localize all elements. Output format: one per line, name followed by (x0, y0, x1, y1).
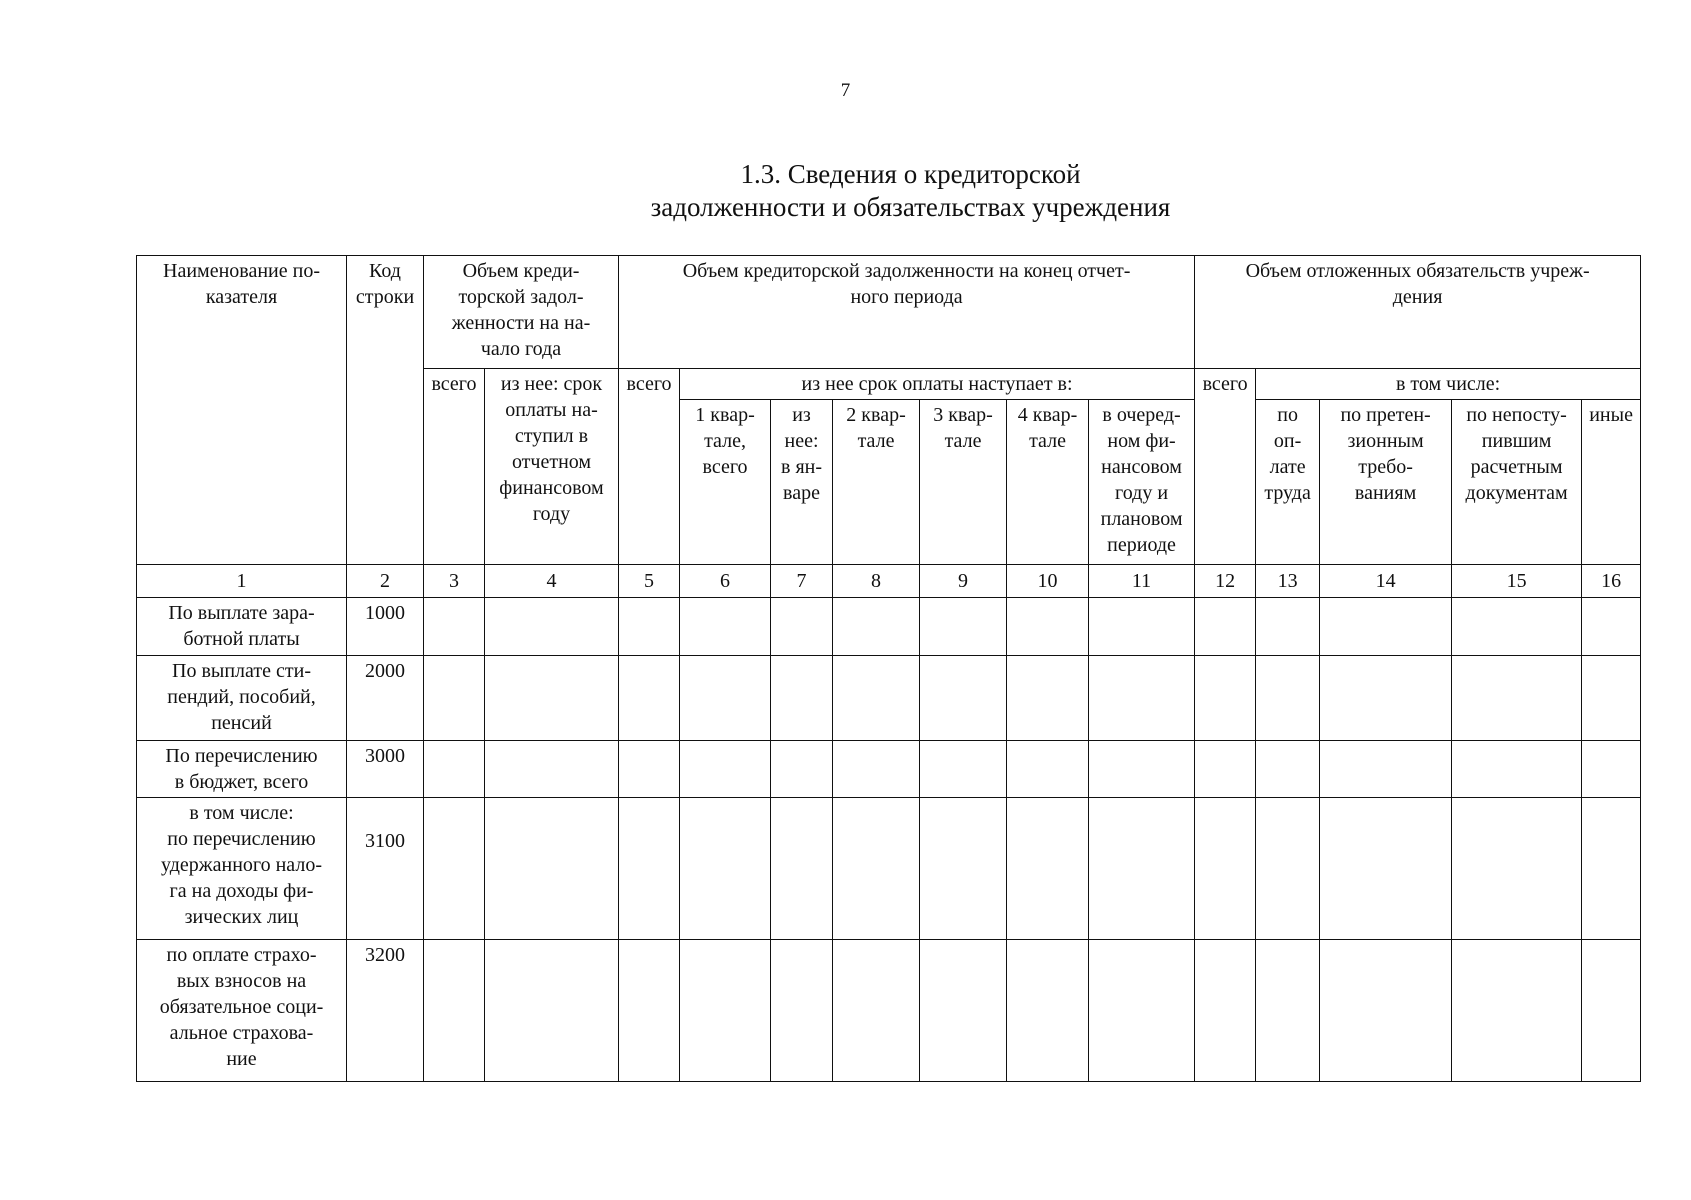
empty-cell (619, 940, 680, 1082)
column-number: 11 (1089, 565, 1195, 598)
table-row (137, 741, 1641, 798)
column-numbers-row (137, 565, 1641, 598)
empty-cell (1195, 741, 1256, 798)
empty-cell (1256, 940, 1320, 1082)
empty-cell (771, 940, 833, 1082)
empty-cell (485, 940, 619, 1082)
empty-cell (1582, 598, 1641, 656)
empty-cell (680, 656, 771, 741)
empty-cell (1452, 798, 1582, 940)
empty-cell (833, 798, 920, 940)
section-title-line-1: 1.3. Сведения о кредиторской (740, 159, 1081, 189)
empty-cell (833, 656, 920, 741)
header-other: иные (1582, 400, 1641, 565)
row-name: По перечислению в бюджет, всего (137, 741, 347, 798)
header-january: из нее: в ян- варе (771, 400, 833, 565)
empty-cell (1195, 940, 1256, 1082)
empty-cell (1452, 741, 1582, 798)
empty-cell (1582, 656, 1641, 741)
header-unreceived-docs: по непосту- пившим расчетным документам (1452, 400, 1582, 565)
creditor-debt-table (136, 255, 1641, 1082)
column-number: 4 (485, 565, 619, 598)
column-number: 6 (680, 565, 771, 598)
column-number: 16 (1582, 565, 1641, 598)
empty-cell (920, 741, 1007, 798)
table-row (137, 940, 1641, 1082)
column-number: 1 (137, 565, 347, 598)
header-due-group: из нее срок оплаты наступает в: (680, 369, 1195, 400)
empty-cell (424, 656, 485, 741)
empty-cell (1195, 656, 1256, 741)
header-labor: по оп- лате труда (1256, 400, 1320, 565)
empty-cell (771, 598, 833, 656)
empty-cell (1089, 656, 1195, 741)
empty-cell (1195, 798, 1256, 940)
column-number: 15 (1452, 565, 1582, 598)
empty-cell (1320, 741, 1452, 798)
empty-cell (1582, 741, 1641, 798)
empty-cell (771, 798, 833, 940)
column-number: 8 (833, 565, 920, 598)
empty-cell (680, 598, 771, 656)
empty-cell (1007, 741, 1089, 798)
column-number: 2 (347, 565, 424, 598)
table-row (137, 798, 1641, 940)
empty-cell (1007, 940, 1089, 1082)
header-total-deferred: всего (1195, 369, 1256, 565)
empty-cell (1582, 798, 1641, 940)
row-name: по оплате страхо- вых взносов на обязательное соци- альное страхова- ние (137, 940, 347, 1082)
empty-cell (680, 741, 771, 798)
column-number: 14 (1320, 565, 1452, 598)
empty-cell (833, 741, 920, 798)
empty-cell (920, 798, 1007, 940)
row-code: 2000 (347, 656, 424, 741)
empty-cell (424, 940, 485, 1082)
header-q2: 2 квар- тале (833, 400, 920, 565)
empty-cell (1320, 598, 1452, 656)
column-number: 10 (1007, 565, 1089, 598)
row-code: 1000 (347, 598, 424, 656)
empty-cell (1089, 940, 1195, 1082)
empty-cell (771, 741, 833, 798)
empty-cell (619, 741, 680, 798)
empty-cell (619, 656, 680, 741)
header-deferred-obligations: Объем отложенных обязательств учреж- дения (1195, 256, 1641, 369)
empty-cell (1007, 656, 1089, 741)
column-number: 5 (619, 565, 680, 598)
header-due-in-year: из нее: срок оплаты на- ступил в отчетном финансовом году (485, 369, 619, 565)
row-name: По выплате сти- пендий, пособий, пенсий (137, 656, 347, 741)
empty-cell (424, 741, 485, 798)
empty-cell (424, 798, 485, 940)
page-number: 7 (840, 80, 851, 101)
row-code: 3100 (347, 798, 424, 940)
column-number: 9 (920, 565, 1007, 598)
header-row-code: Код строки (347, 256, 424, 565)
empty-cell (424, 598, 485, 656)
empty-cell (1089, 798, 1195, 940)
empty-cell (485, 741, 619, 798)
header-total-end: всего (619, 369, 680, 565)
empty-cell (1007, 598, 1089, 656)
empty-cell (1195, 598, 1256, 656)
header-q4: 4 квар- тале (1007, 400, 1089, 565)
empty-cell (485, 598, 619, 656)
column-number: 12 (1195, 565, 1256, 598)
empty-cell (485, 798, 619, 940)
empty-cell (920, 598, 1007, 656)
section-title (0, 158, 1691, 224)
empty-cell (1007, 798, 1089, 940)
empty-cell (1452, 940, 1582, 1082)
empty-cell (1256, 656, 1320, 741)
header-end-volume: Объем кредиторской задолженности на конец отчет- ного периода (619, 256, 1195, 369)
empty-cell (1256, 598, 1320, 656)
row-name: в том числе: по перечислению удержанного нало- га на доходы фи- зических лиц (137, 798, 347, 940)
header-q3: 3 квар- тале (920, 400, 1007, 565)
empty-cell (1452, 598, 1582, 656)
empty-cell (680, 940, 771, 1082)
row-code: 3200 (347, 940, 424, 1082)
empty-cell (833, 940, 920, 1082)
empty-cell (920, 656, 1007, 741)
empty-cell (1256, 741, 1320, 798)
header-indicator-name: Наименование по- казателя (137, 256, 347, 565)
empty-cell (833, 598, 920, 656)
empty-cell (1089, 741, 1195, 798)
row-code: 3000 (347, 741, 424, 798)
column-number: 3 (424, 565, 485, 598)
empty-cell (920, 940, 1007, 1082)
column-number: 13 (1256, 565, 1320, 598)
row-name: По выплате зара- ботной платы (137, 598, 347, 656)
empty-cell (1320, 656, 1452, 741)
empty-cell (1582, 940, 1641, 1082)
empty-cell (619, 598, 680, 656)
empty-cell (1089, 598, 1195, 656)
table-row (137, 598, 1641, 656)
empty-cell (1452, 656, 1582, 741)
table-row (137, 656, 1641, 741)
header-next-year: в очеред- ном фи- нансовом году и плановом периоде (1089, 400, 1195, 565)
empty-cell (771, 656, 833, 741)
header-q1-total: 1 квар- тале, всего (680, 400, 771, 565)
empty-cell (1320, 798, 1452, 940)
section-title-line-2: задолженности и обязательствах учреждения (650, 192, 1171, 222)
header-claims: по претен- зионным требо- ваниям (1320, 400, 1452, 565)
header-total-start: всего (424, 369, 485, 565)
empty-cell (1320, 940, 1452, 1082)
empty-cell (485, 656, 619, 741)
header-including: в том числе: (1256, 369, 1641, 400)
empty-cell (1256, 798, 1320, 940)
column-number: 7 (771, 565, 833, 598)
empty-cell (619, 798, 680, 940)
empty-cell (680, 798, 771, 940)
header-start-volume: Объем креди- торской задол- женности на на- чало года (424, 256, 619, 369)
